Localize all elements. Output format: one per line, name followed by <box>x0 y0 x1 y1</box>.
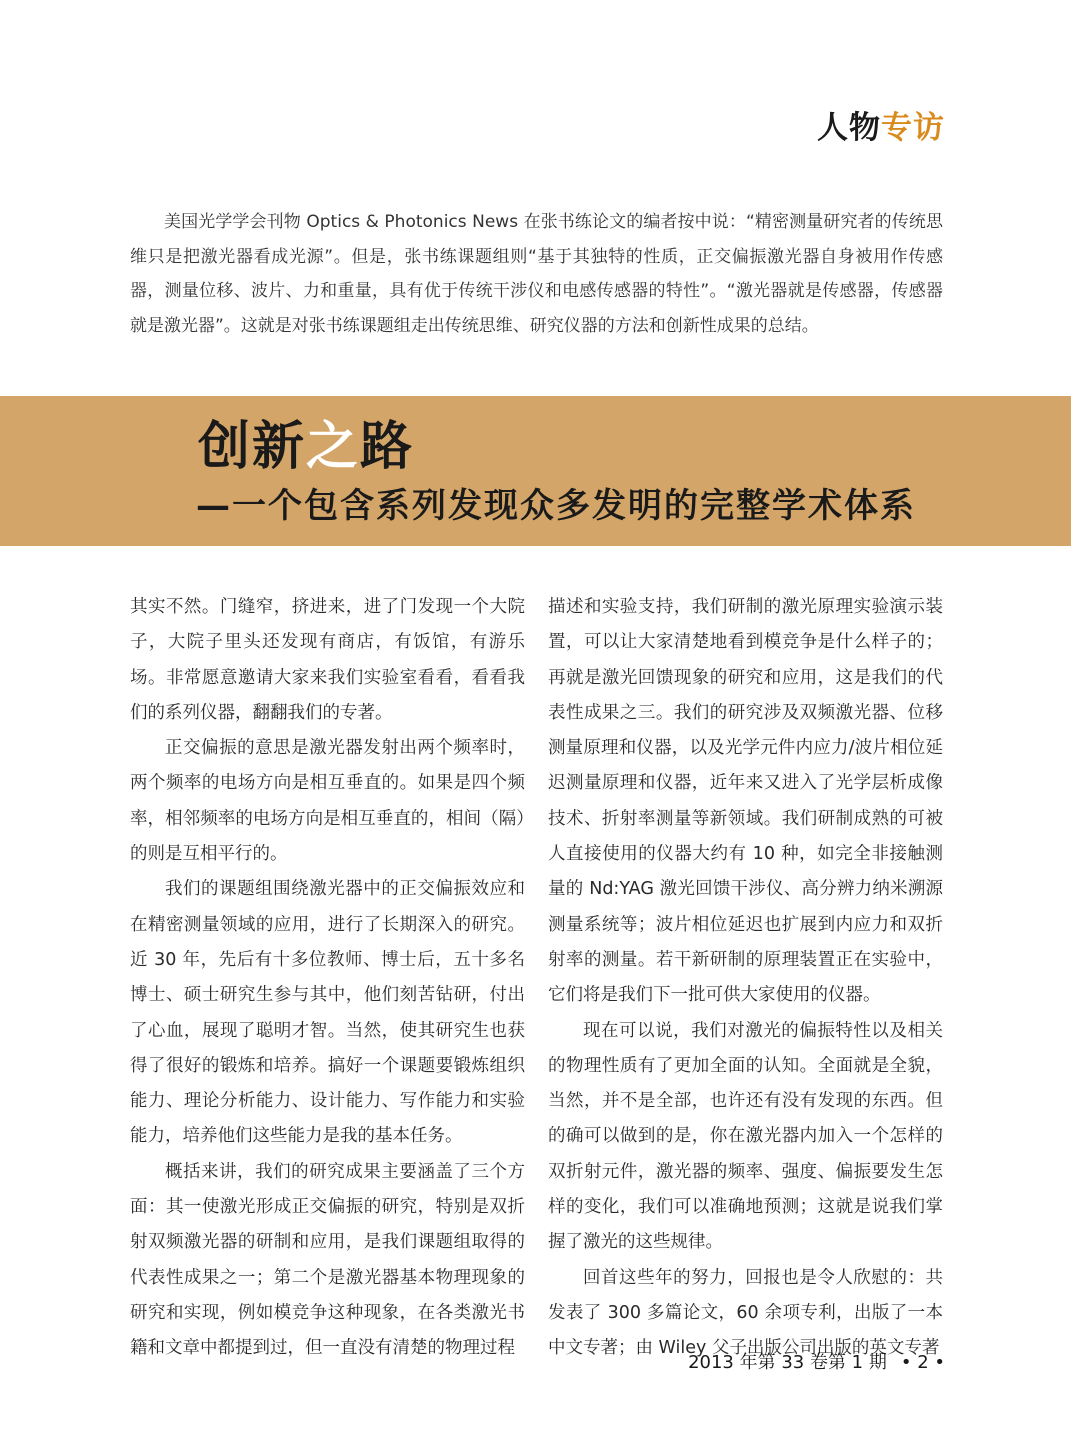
title-part2: 路 <box>360 417 415 477</box>
body-paragraph: 我们的课题组围绕激光器中的正交偏振效应和在精密测量领域的应用，进行了长期深入的研究。近 30 年，先后有十多位教师、博士后，五十多名博士、硕士研究生参与其中，他们刻苦钻研，付出了心血，展现了聪明才智。当然，使其研究生也获得了很好的锻炼和培养。搞好一个课题要锻炼组织能力、理论分析能力、设计能力、写作能力和实验能力，培养他们这些能力是我的基本任务。 <box>130 879 525 1147</box>
section-tag-part2: 专访 <box>881 110 945 146</box>
section-tag <box>817 110 945 147</box>
article-subtitle: —一个包含系列发现众多发明的完整学术体系 <box>196 486 916 526</box>
intro-paragraph: 美国光学学会刊物 Optics & Photonics News 在张书练论文的编者按中说：“精密测量研究者的传统思维只是把激光器看成光源”。但是，张书练课题组则“基于其独特的性质，正交偏振激光器自身被用作传感器，测量位移、波片、力和重量，具有优于传统干涉仪和电感传感器的特性”。“激光器就是传感器，传感器就是激光器”。这就是对张书练课题组走出传统思维、研究仪器的方法和创新性成果的总结。 <box>130 212 943 336</box>
body-paragraph: 描述和实验支持，我们研制的激光原理实验演示装置，可以让大家清楚地看到模竞争是什么样子的；再就是激光回馈现象的研究和应用，这是我们的代表性成果之三。我们的研究涉及双频激光器、位移测量原理和仪器，以及光学元件内应力/波片相位延迟测量原理和仪器，近年来又进入了光学层析成像技术、折射率测量等新领域。我们研制成熟的可被人直接使用的仪器大约有 10 种，如完全非接触测量的 Nd:YAG 激光回馈干涉仪、高分辨力纳米溯源测量系统等；波片相位延迟也扩展到内应力和双折射率的测量。若干新研制的原理装置正在实验中，它们将是我们下一批可供大家使用的仪器。 <box>548 597 943 1006</box>
body-paragraph: 现在可以说，我们对激光的偏振特性以及相关的物理性质有了更加全面的认知。全面就是全貌，当然，并不是全部，也许还有没有发现的东西。但的确可以做到的是，你在激光器内加入一个怎样的双折射元件，激光器的频率、强度、偏振要发生怎样的变化，我们可以准确地预测；这就是说我们掌握了激光的这些规律。 <box>548 1020 943 1253</box>
body-paragraph: 正交偏振的意思是激光器发射出两个频率时，两个频率的电场方向是相互垂直的。如果是四个频率，相邻频率的电场方向是相互垂直的，相间（隔）的则是互相平行的。 <box>130 738 525 865</box>
title-part1: 创新 <box>198 417 307 477</box>
left-column <box>130 590 525 1367</box>
article-title <box>198 416 414 478</box>
section-tag-part1: 人物 <box>817 110 881 146</box>
page-footer <box>688 1352 945 1374</box>
body-paragraph: 回首这些年的努力，回报也是令人欣慰的：共发表了 300 多篇论文，60 余项专利，出版了一本中文专著；由 Wiley 父子出版公司出版的英文专著 <box>548 1267 943 1359</box>
body-paragraph: 概括来讲，我们的研究成果主要涵盖了三个方面：其一使激光形成正交偏振的研究，特别是双折射双频激光器的研制和应用，是我们课题组取得的代表性成果之一；第二个是激光器基本物理现象的研究和实现，例如模竞争这种现象，在各类激光书籍和文章中都提到过，但一直没有清楚的物理过程 <box>130 1161 525 1359</box>
right-column <box>548 590 943 1367</box>
body-paragraph: 其实不然。门缝窄，挤进来，进了门发现一个大院子，大院子里头还发现有商店，有饭馆，有游乐场。非常愿意邀请大家来我们实验室看看，看看我们的系列仪器，翻翻我们的专著。 <box>130 597 525 723</box>
page-number: • 2 • <box>900 1352 945 1373</box>
title-accent: 之 <box>306 417 361 477</box>
title-banner <box>0 396 1071 546</box>
issue-info: 2013 年第 33 卷第 1 期 <box>688 1352 887 1373</box>
